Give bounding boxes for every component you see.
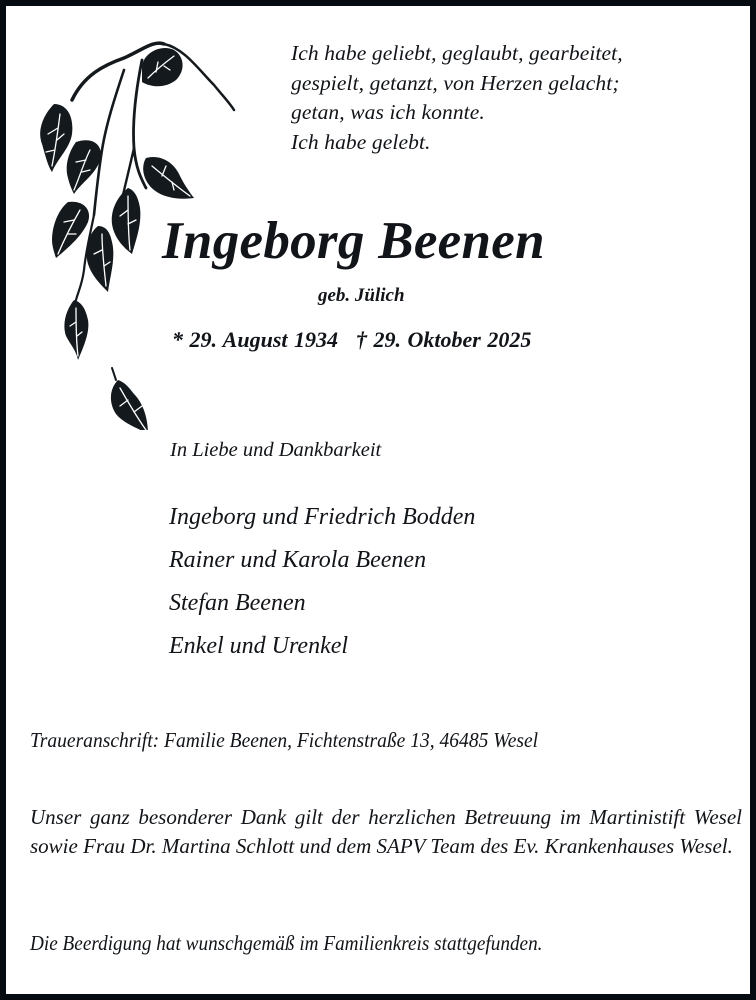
life-dates: [172, 327, 531, 353]
mourner-name: Enkel und Urenkel: [169, 633, 349, 659]
mourners-intro: In Liebe und Dankbarkeit: [170, 439, 382, 461]
poem-line: getan, was ich konnte.: [291, 100, 485, 124]
poem-line: Ich habe geliebt, geglaubt, gearbeitet,: [291, 41, 623, 65]
mourner-name: Ingeborg und Friedrich Bodden: [169, 504, 476, 530]
death-date: † 29. Oktober 2025: [356, 327, 532, 352]
mourner-name: Stefan Beenen: [169, 590, 306, 616]
burial-note: Die Beerdigung hat wunschgemäß im Familienkreis stattgefunden.: [30, 931, 543, 955]
mourning-address: Traueranschrift: Familie Beenen, Fichtenstraße 13, 46485 Wesel: [30, 728, 539, 752]
thanks-text: Unser ganz besonderer Dank gilt der herzlichen Betreuung im Martinistift Wesel sowie Frau Dr. Martina Schlott und dem SAPV Team des Ev. Krankenhauses Wesel.: [30, 805, 742, 858]
maiden-name: geb. Jülich: [318, 285, 405, 306]
deceased-name: Ingeborg Beenen: [162, 212, 545, 270]
birth-date: * 29. August 1934: [172, 327, 339, 352]
mourners-list: [169, 496, 475, 668]
thanks-paragraph: [30, 803, 742, 861]
mourner-name: Rainer und Karola Beenen: [169, 547, 427, 573]
poem-line: Ich habe gelebt.: [291, 129, 431, 154]
obituary-notice: [6, 6, 750, 994]
poem-line: gespielt, getanzt, von Herzen gelacht;: [291, 70, 620, 95]
poem: [291, 39, 623, 157]
